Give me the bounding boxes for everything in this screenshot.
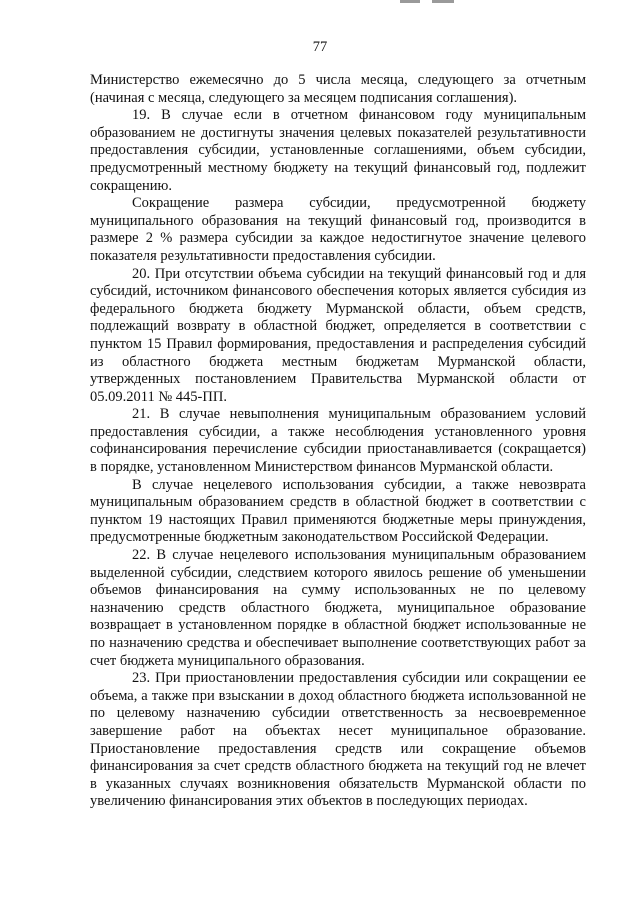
paragraph-clause-21: 21. В случае невыполнения муниципальным образованием условий предоставления субсидии, а также несоблюдения установленного уровня софинансирования перечисление субсидии приостанавливается (сокращается) в порядке, установленном Министерством финансов Мурманской области. xyxy=(90,406,586,476)
scan-mark xyxy=(400,0,420,3)
paragraph-misuse: В случае нецелевого использования субсидии, а также невозврата муниципальным образованием средств в областной бюджет в соответствии с пунктом 19 настоящих Правил применяются бюджетные меры принуждения, предусмотренные бюджетным законодательством Российской Федерации. xyxy=(90,476,586,546)
paragraph-continuation: Министерство ежемесячно до 5 числа месяца, следующего за отчетным (начиная с месяца, следующего за месяцем подписания соглашения). xyxy=(90,72,586,106)
paragraph-clause-23: 23. При приостановлении предоставления субсидии или сокращении ее объема, а также при взыскании в доход областного бюджета использованной не по целевому назначению субсидии ответственность за несвоевременное завершение работ на объектах несет муниципальное образование. Приостановление предоставления средств или сокращение объемов финансирования за счет средств областного бюджета на текущий год не влечет в указанных случаях возникновения обязательств Мурманской области по увеличению финансирования этих объектов в последующих периодах. xyxy=(90,670,586,810)
paragraph-clause-19: 19. В случае если в отчетном финансовом году муниципальным образованием не достигнуты значения целевых показателей результативности предоставления субсидии, установленные соглашениями, объем субсидии, предусмотренный местному бюджету на текущий финансовый год, подлежит сокращению. xyxy=(90,107,586,194)
document-body xyxy=(90,72,586,811)
paragraph-reduction: Сокращение размера субсидии, предусмотренной бюджету муниципального образования на текущий финансовый год, производится в размере 2 % размера субсидии за каждое недостигнутое значение целевого показателя результативности предоставления субсидии. xyxy=(90,195,586,264)
paragraph-clause-20: 20. При отсутствии объема субсидии на текущий финансовый год и для субсидий, источником финансового обеспечения которых является субсидия из федерального бюджета бюджету Мурманской области, объем средств, подлежащий возврату в областной бюджет, определяется в соответствии с пунктом 15 Правил формирования, предоставления и распределения субсидий из областного бюджета местным бюджетам Мурманской области, утвержденных постановлением Правительства Мурманской области от 05.09.2011 № 445-ПП. xyxy=(90,265,586,405)
paragraph-clause-22: 22. В случае нецелевого использования муниципальным образованием выделенной субсидии, следствием которого явилось решение об уменьшении объемов финансирования на сумму использованных не по целевому назначению средств областного бюджета, муниципальное образование возвращает в установленном порядке в областной бюджет использованные не по назначению средства и обеспечивает выполнение соответствующих работ за счет бюджета муниципального образования. xyxy=(90,547,586,669)
scan-mark xyxy=(432,0,454,3)
page-number: 77 xyxy=(312,39,328,55)
